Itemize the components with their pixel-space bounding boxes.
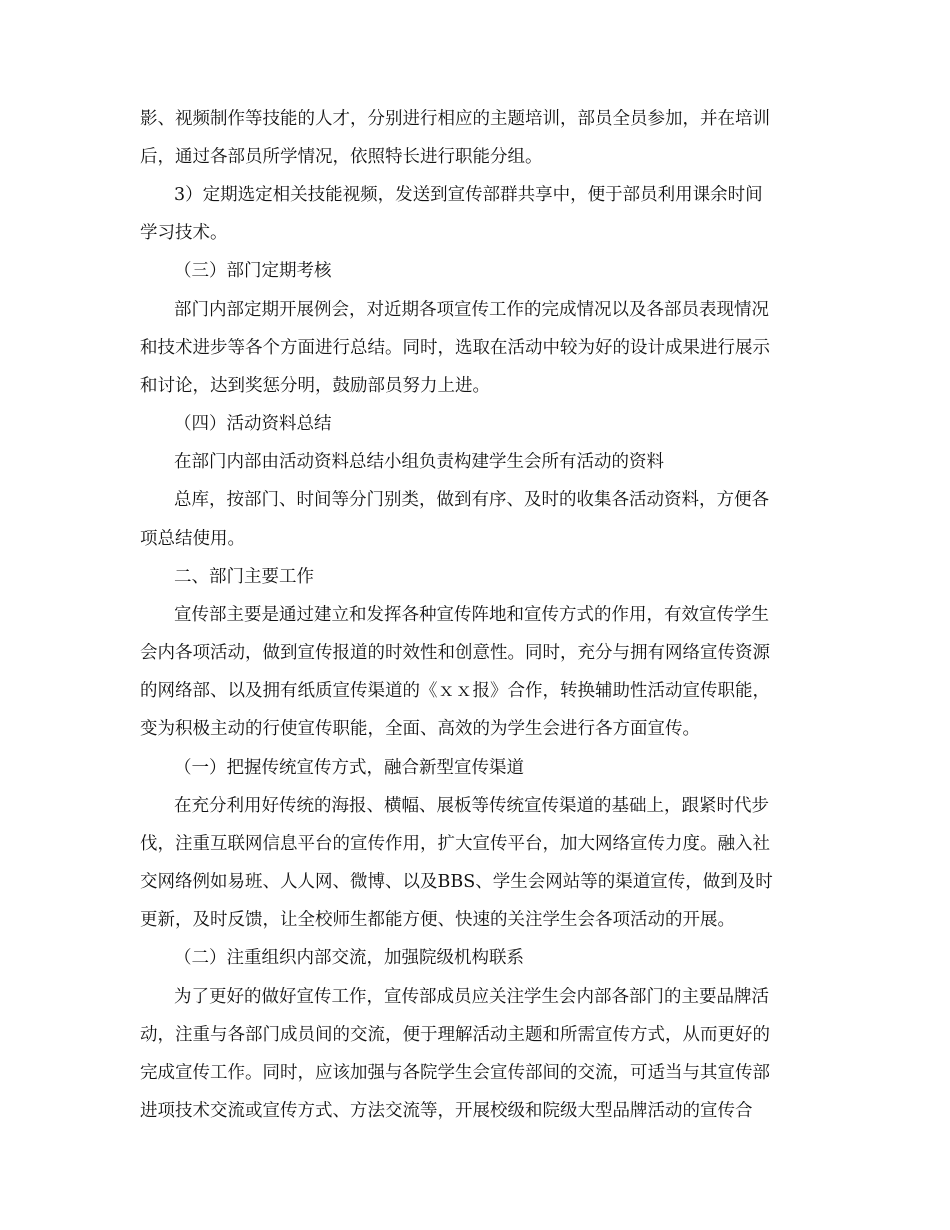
text-line: 宣传部主要是通过建立和发挥各种宣传阵地和宣传方式的作用，有效宣传学生: [174, 605, 769, 625]
section-heading: （四）活动资料总结: [174, 414, 332, 434]
section-heading: （二）注重组织内部交流，加强院级机构联系: [174, 948, 524, 968]
text-line: 为了更好的做好宣传工作，宣传部成员应关注学生会内部各部门的主要品牌活: [174, 987, 769, 1007]
text-line: 总库，按部门、时间等分门别类，做到有序、及时的收集各活动资料，方便各: [174, 490, 769, 510]
text-line: 项总结使用。: [140, 529, 245, 549]
text-line: 伐，注重互联网信息平台的宣传作用，扩大宣传平台，加大网络宣传力度。融入社: [140, 834, 770, 854]
text-line: 交网络例如易班、人人网、微博、以及BBS、学生会网站等的渠道宣传，做到及时: [140, 872, 773, 892]
text-line: 进项技术交流或宣传方式、方法交流等，开展校级和院级大型品牌活动的宣传合: [140, 1101, 753, 1121]
section-heading: 二、部门主要工作: [174, 567, 314, 587]
section-heading: （三）部门定期考核: [174, 261, 332, 281]
text-line: 的网络部、以及拥有纸质宣传渠道的《ｘｘ报》合作，转换辅助性活动宣传职能，: [140, 681, 770, 701]
text-line: 3）定期选定相关技能视频，发送到宣传部群共享中，便于部员利用课余时间: [174, 185, 763, 205]
text-line: 更新，及时反馈，让全校师生都能方便、快速的关注学生会各项活动的开展。: [140, 910, 735, 930]
text-line: 在充分利用好传统的海报、横幅、展板等传统宣传渠道的基础上，跟紧时代步: [174, 796, 769, 816]
text-line: 部门内部定期开展例会，对近期各项宣传工作的完成情况以及各部员表现情况: [174, 300, 769, 320]
text-line: 动，注重与各部门成员间的交流，便于理解活动主题和所需宣传方式，从而更好的: [140, 1025, 770, 1045]
text-line: 和讨论，达到奖惩分明，鼓励部员努力上进。: [140, 376, 490, 396]
text-line: 变为积极主动的行使宣传职能，全面、高效的为学生会进行各方面宣传。: [140, 719, 700, 739]
text-line: 会内各项活动，做到宣传报道的时效性和创意性。同时，充分与拥有网络宣传资源: [140, 643, 770, 663]
text-line: 完成宣传工作。同时，应该加强与各院学生会宣传部间的交流，可适当与其宣传部: [140, 1063, 770, 1083]
text-line: 学习技术。: [140, 223, 228, 243]
text-line: 和技术进步等各个方面进行总结。同时，选取在活动中较为好的设计成果进行展示: [140, 338, 770, 358]
text-line: 在部门内部由活动资料总结小组负责构建学生会所有活动的资料: [174, 452, 664, 472]
section-heading: （一）把握传统宣传方式，融合新型宣传渠道: [174, 758, 524, 778]
text-line: 后，通过各部员所学情况，依照特长进行职能分组。: [140, 147, 543, 167]
text-line: 影、视频制作等技能的人才，分别进行相应的主题培训，部员全员参加，并在培训: [140, 109, 770, 129]
